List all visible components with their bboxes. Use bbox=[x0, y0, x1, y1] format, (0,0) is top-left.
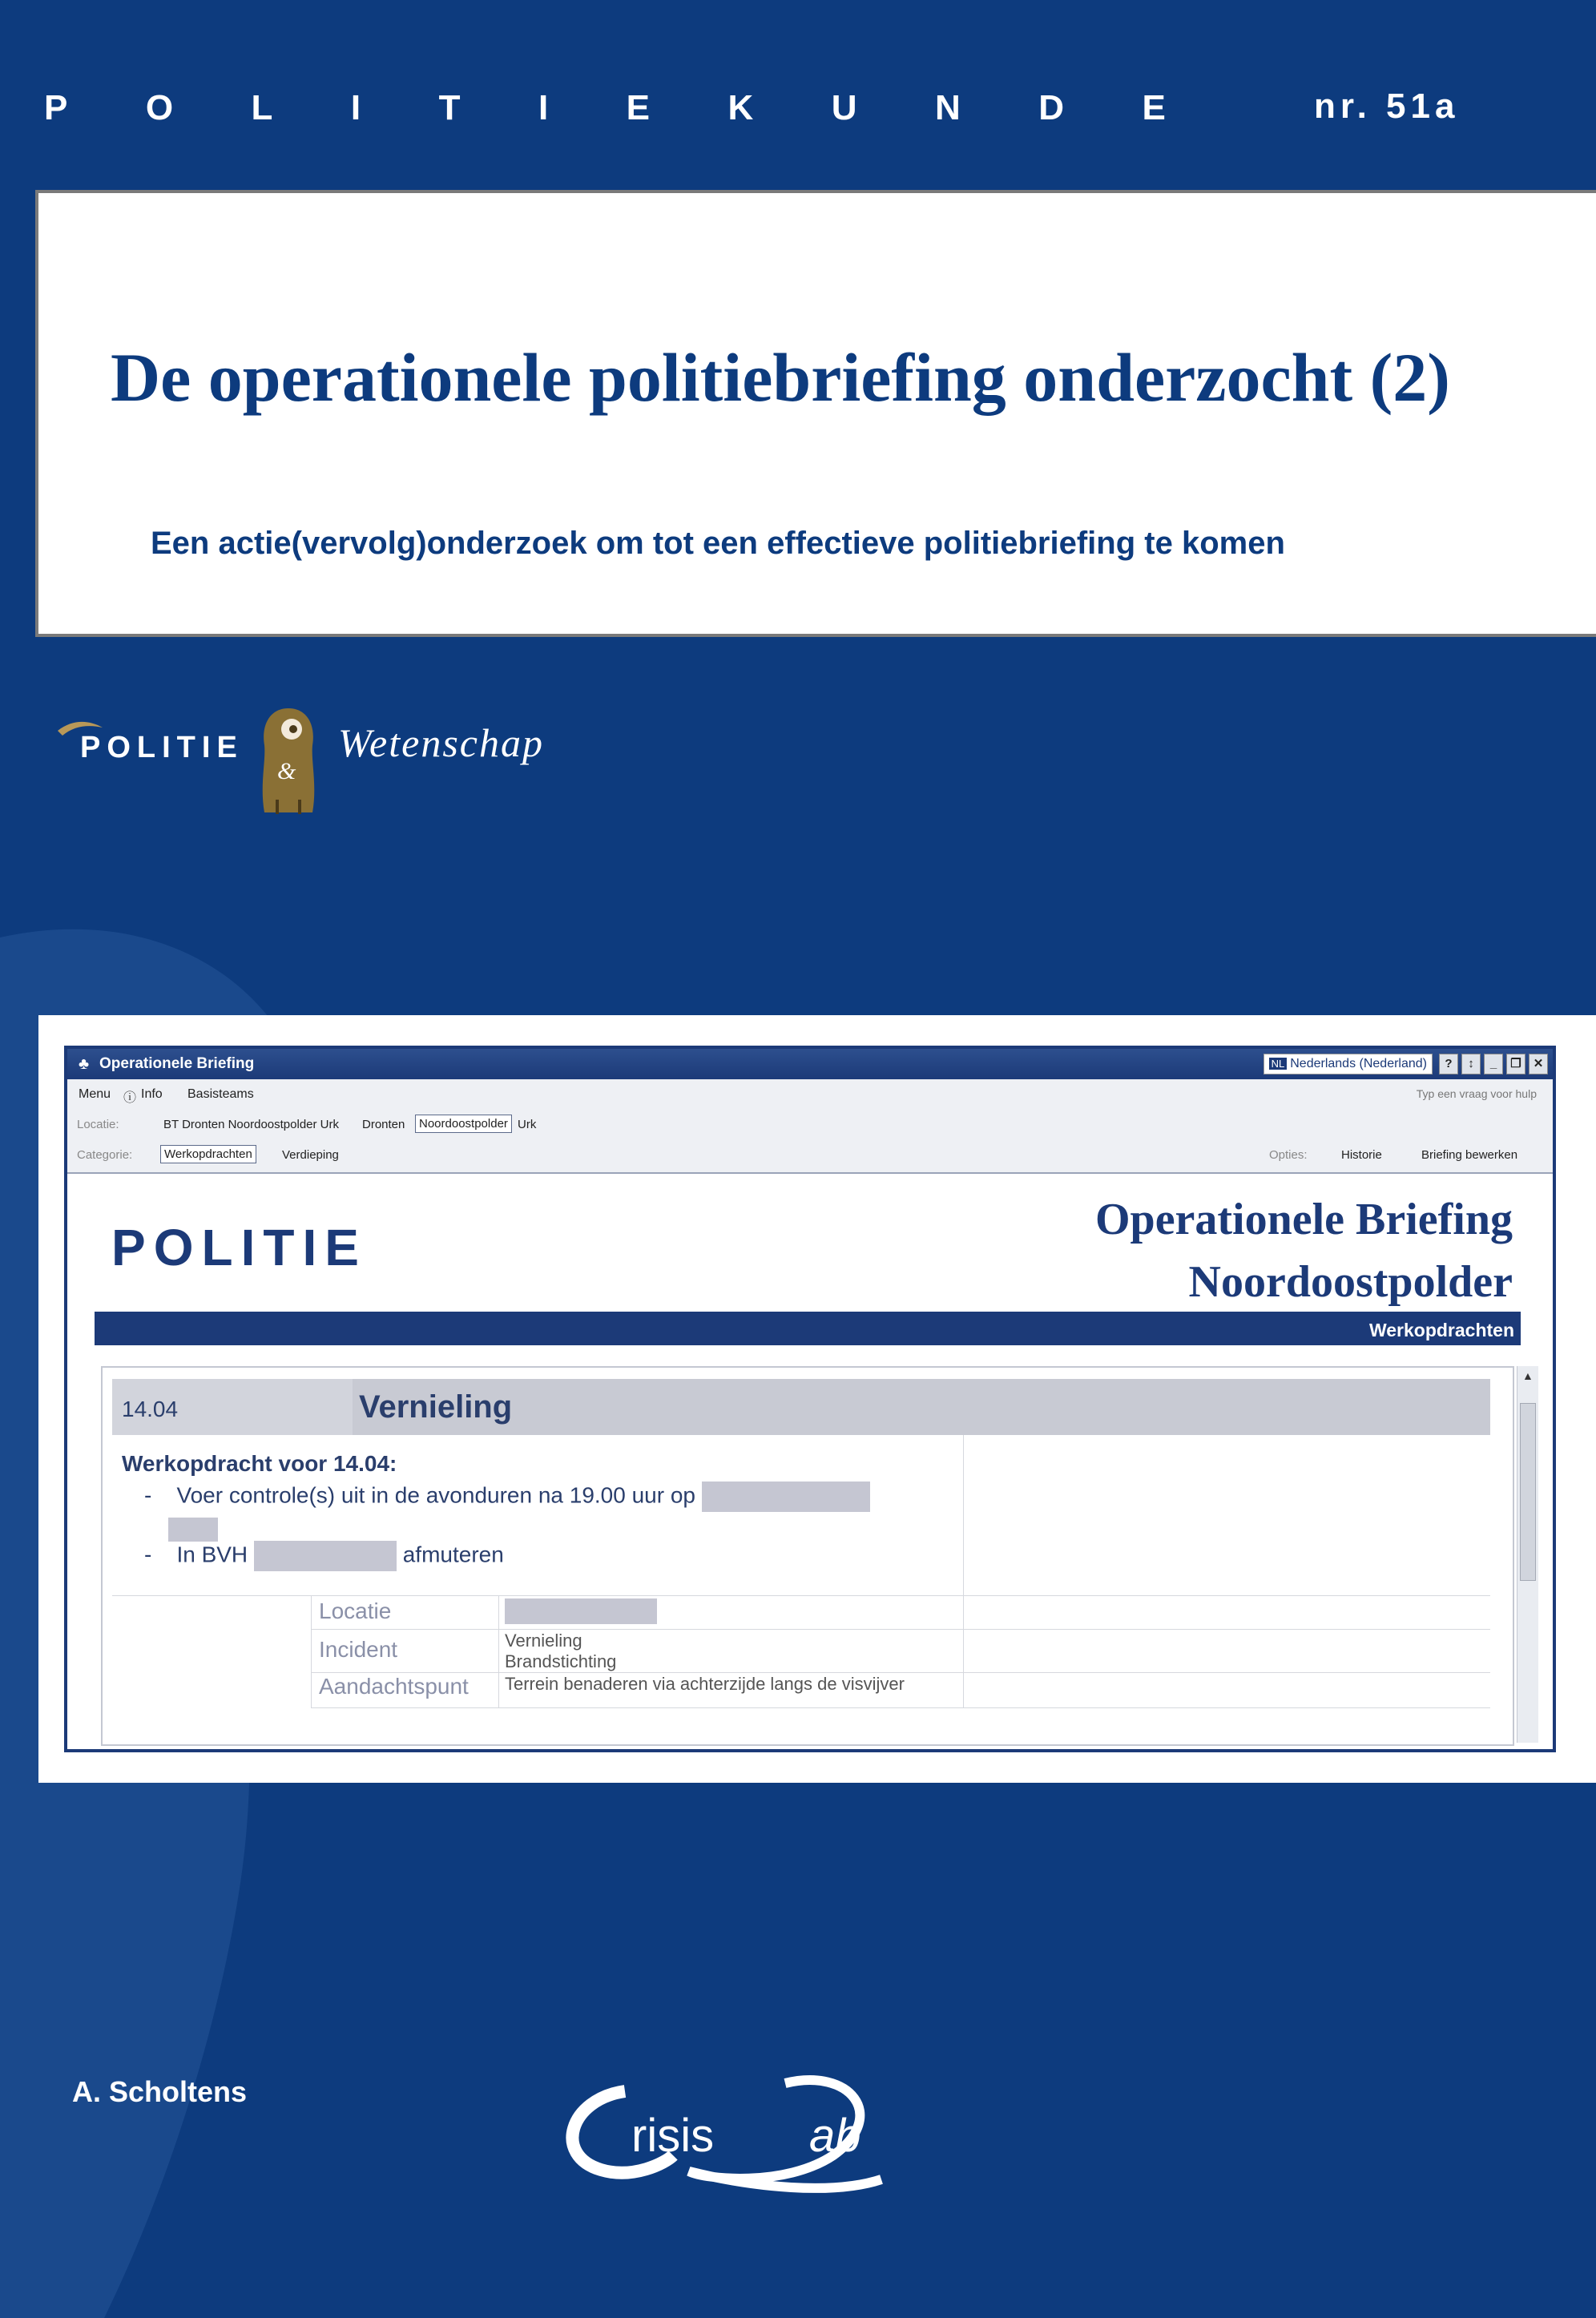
task-line-2-suffix: afmuteren bbox=[402, 1542, 504, 1567]
redaction bbox=[254, 1541, 397, 1571]
field-row bbox=[311, 1707, 1490, 1708]
help-icon[interactable]: ? bbox=[1439, 1054, 1458, 1074]
field-value-incident-1: Vernieling bbox=[505, 1631, 582, 1651]
politie-wetenschap-logo bbox=[56, 705, 569, 825]
field-label-locatie: Locatie bbox=[319, 1598, 392, 1623]
help-search-input[interactable]: Typ een vraag voor hulp bbox=[1416, 1087, 1537, 1100]
field-divider bbox=[963, 1595, 964, 1707]
issue-number: nr. 51a bbox=[1314, 87, 1460, 126]
location-item-dronten[interactable]: Dronten bbox=[362, 1118, 405, 1131]
series-letter: O bbox=[145, 88, 174, 127]
series-letter: K bbox=[727, 88, 754, 127]
series-letter: P bbox=[44, 88, 68, 127]
field-label-incident: Incident bbox=[319, 1637, 398, 1662]
logo-wetenschap-text: Wetenschap bbox=[338, 720, 544, 765]
edit-briefing-button[interactable]: Briefing bewerken bbox=[1421, 1148, 1518, 1162]
series-letter: E bbox=[1142, 88, 1166, 127]
crisislab-text-2: ab bbox=[809, 2110, 861, 2162]
location-item-urk[interactable]: Urk bbox=[518, 1118, 537, 1131]
author: A. Scholtens bbox=[72, 2075, 248, 2108]
location-label: Locatie: bbox=[77, 1118, 119, 1131]
redaction bbox=[505, 1598, 657, 1624]
info-icon[interactable]: ⓘ bbox=[123, 1091, 137, 1105]
scroll-up-icon[interactable]: ▲ bbox=[1522, 1369, 1534, 1382]
logo-politie-text: POLITIE bbox=[80, 731, 244, 764]
task-code: 14.04 bbox=[122, 1397, 179, 1421]
crisislab-logo bbox=[545, 2059, 897, 2195]
menu-item-menu[interactable]: Menu bbox=[79, 1087, 111, 1101]
category-toolbar bbox=[67, 1140, 1553, 1174]
minimize-icon[interactable]: _ bbox=[1484, 1054, 1503, 1074]
task-header bbox=[112, 1379, 1490, 1435]
task-fields bbox=[112, 1595, 1490, 1707]
lang-code: NL bbox=[1269, 1058, 1288, 1070]
field-value-locatie bbox=[505, 1598, 657, 1624]
window-title: Operationele Briefing bbox=[99, 1055, 255, 1072]
series-letter: N bbox=[934, 88, 961, 127]
menu-item-info[interactable]: Info bbox=[141, 1087, 163, 1101]
task-divider bbox=[963, 1435, 964, 1595]
tab-verdieping[interactable]: Verdieping bbox=[282, 1148, 339, 1162]
task-body bbox=[112, 1435, 1490, 1596]
screenshot-panel bbox=[38, 1015, 1596, 1783]
task-line-2-prefix: In BVH bbox=[176, 1542, 248, 1567]
field-divider bbox=[311, 1595, 312, 1707]
options-label: Opties: bbox=[1269, 1148, 1308, 1162]
location-item-noordoostpolder[interactable]: Noordoostpolder bbox=[415, 1115, 512, 1133]
resize-icon[interactable]: ↕ bbox=[1461, 1054, 1481, 1074]
series-name bbox=[44, 88, 1166, 128]
language-label: Nederlands (Nederland) bbox=[1290, 1057, 1427, 1070]
series-letter: I bbox=[350, 88, 361, 127]
briefing-app-window bbox=[64, 1046, 1556, 1752]
tab-werkopdrachten[interactable]: Werkopdrachten bbox=[160, 1145, 256, 1163]
history-dropdown[interactable]: Historie bbox=[1341, 1148, 1382, 1162]
owl-icon bbox=[256, 705, 320, 817]
menu-item-basisteams[interactable]: Basisteams bbox=[187, 1087, 254, 1101]
cover-title: De operationele politiebriefing onderzocht (2) bbox=[111, 339, 1450, 416]
location-toolbar bbox=[67, 1110, 1553, 1140]
crisislab-text-1: risis bbox=[631, 2110, 715, 2162]
series-letter: L bbox=[251, 88, 273, 127]
task-frame bbox=[101, 1366, 1534, 1746]
briefing-content bbox=[67, 1174, 1553, 1749]
close-icon[interactable]: ✕ bbox=[1529, 1054, 1548, 1074]
briefing-title-line2: Noordoostpolder bbox=[1188, 1257, 1513, 1307]
app-icon: ♣ bbox=[79, 1055, 90, 1073]
redaction bbox=[702, 1482, 870, 1512]
scrollbar[interactable] bbox=[1517, 1366, 1538, 1743]
task-line-1-continued bbox=[168, 1515, 218, 1542]
category-label: Categorie: bbox=[77, 1148, 133, 1162]
field-label-aandachtspunt: Aandachtspunt bbox=[319, 1674, 469, 1699]
series-letter: U bbox=[831, 88, 857, 127]
series-letter: D bbox=[1038, 88, 1065, 127]
field-row bbox=[311, 1629, 1490, 1630]
task-line-1-text: Voer controle(s) uit in de avonduren na 19.00 uur op bbox=[176, 1482, 695, 1508]
task-line-2 bbox=[144, 1541, 504, 1571]
series-letter: T bbox=[438, 88, 461, 127]
series-letter: E bbox=[626, 88, 651, 127]
scroll-thumb[interactable] bbox=[1520, 1403, 1536, 1581]
redaction bbox=[168, 1518, 218, 1542]
menubar bbox=[67, 1079, 1553, 1111]
bullet-dash: - bbox=[144, 1542, 152, 1567]
field-value-aandachtspunt: Terrein benaderen via achterzijde langs de visvijver bbox=[505, 1674, 905, 1694]
section-bar: Werkopdrachten bbox=[95, 1312, 1521, 1345]
field-row bbox=[311, 1672, 1490, 1673]
task-line-1 bbox=[144, 1482, 870, 1512]
location-item-bt[interactable]: BT Dronten Noordoostpolder Urk bbox=[163, 1118, 339, 1131]
cover-subtitle: Een actie(vervolg)onderzoek om tot een effectieve politiebriefing te komen bbox=[151, 526, 1285, 561]
restore-icon[interactable]: ❐ bbox=[1506, 1054, 1525, 1074]
window-controls bbox=[1439, 1054, 1548, 1074]
field-value-incident-2: Brandstichting bbox=[505, 1651, 617, 1671]
task-heading: Werkopdracht voor 14.04: bbox=[122, 1451, 397, 1476]
window-titlebar bbox=[67, 1049, 1553, 1079]
briefing-title-line1: Operationele Briefing bbox=[1094, 1195, 1513, 1244]
logo-amp: & bbox=[277, 758, 296, 784]
politie-brand: POLITIE bbox=[111, 1219, 367, 1276]
field-divider bbox=[498, 1595, 499, 1707]
language-selector[interactable] bbox=[1264, 1054, 1433, 1074]
task-name: Vernieling bbox=[353, 1379, 1490, 1435]
briefing-title bbox=[1095, 1188, 1513, 1313]
title-box bbox=[35, 190, 1596, 637]
series-letter: I bbox=[538, 88, 549, 127]
bullet-dash: - bbox=[144, 1482, 152, 1508]
